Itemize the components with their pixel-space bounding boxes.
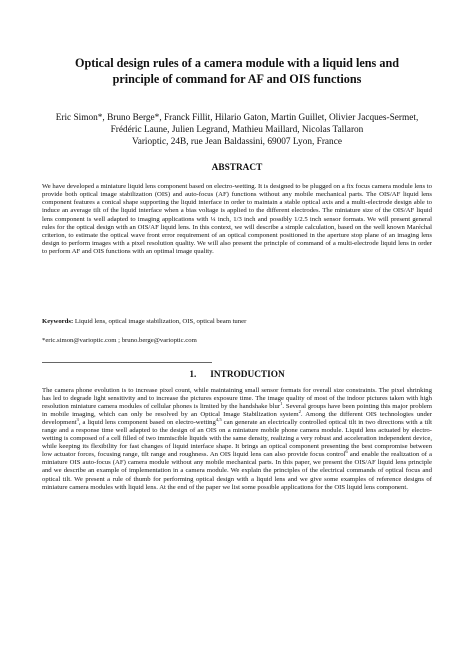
footnote-divider: [42, 362, 212, 363]
keywords-label: Keywords:: [42, 318, 74, 325]
affiliation: Varioptic, 24B, rue Jean Baldassini, 69007 Lyon, France: [132, 137, 342, 147]
author-email: *eric.simon@varioptic.com ; bruno.berge@varioptic.com: [42, 337, 197, 344]
intro-text-6: and enable the realization of a miniature OIS auto-focus (AF) camera module without any mobile mechanical parts. In this paper, we present the OIS/AF liquid lens principle and we describe an example of implementation in a camera module. We explain the principles of the electrical commands of optical focus and optical tilt. We present a rule of thumb for performing optical design with a liquid lens and we give some examples of reference designs of miniature camera modules with liquid lens. At the end of the paper we list some possible applications for the OIS liquid lens component.: [42, 451, 432, 491]
abstract-text: We have developed a miniature liquid lens component based on electro-wetting. It is designed to be plugged on a fix focus camera module lens to provide both optical image stabilization (OIS) and auto-focus (AF) functions without any mobile mechanical parts. The OIS/AF liquid lens component features a conical shape supporting the liquid interface in order to maintain a stable optical axis and a multi-electrode design able to induce an average tilt of the liquid interface when a bias voltage is applied to the different electrodes. The miniature size of the OIS/AF liquid lens component is well adapted to imaging applications with ¼ inch, 1/3 inch and possibly 1/2.5 inch sensor formats. We will present general rules for the optical design with an OIS/AF liquid lens. In this context, we will describe a simple calculation, based on the well known Maréchal criterion, to estimate the optical wave front error requirement of an optical component positioned in the aperture stop plane of an imaging lens design to perform images with a pixel resolution quality. We will also present the principle of command of a multi-electrode liquid lens in order to perform AF and OIS functions with an optimal image quality.: [42, 183, 433, 256]
keywords: [42, 318, 432, 326]
citation-4: 4,5: [215, 416, 222, 422]
intro-text-5: can generate an electrically controlled optical tilt in two directions with a tilt range and a response time well adapted to the design of an OIS on a miniature mobile phone camera module. Liquid lens actuated by electro-wetting is composed of a cell filled of two immiscible liquids with the same density, realizing a very robust and acceleration independent device, while keeping its flexibility for fast changes of liquid interface shape. It brings an optical component presenting the best compromise between low actuator forces, focusing range, tilt range and roughness. An OIS liquid lens can also provide focus control: [42, 419, 433, 459]
title-line-1: Optical design rules of a camera module with a liquid lens and: [74, 56, 399, 70]
section-heading: [0, 370, 474, 380]
introduction-body: [42, 387, 432, 492]
authors-line-1: Eric Simon*, Bruno Berge*, Franck Fillit, Hilario Gaton, Martin Guillet, Olivier Jacques-Sermet,: [55, 113, 419, 123]
citation-5: 6: [345, 449, 348, 455]
intro-text-1: The camera phone evolution is to increase pixel count, while maintaining small sensor formats for overall size constraints. The pixel shrinking has led to degrade light sensitivity and to increase the pictures exposure time. The image quality of most of the indoor pictures taken with high resolution miniature camera modules of cellular phones is limited by the handshake blur: [42, 387, 432, 411]
citation-2: 2: [298, 408, 301, 414]
title-line-2: principle of command for AF and OIS functions: [112, 72, 362, 86]
author-block: [30, 112, 444, 148]
intro-text-3: . Among the different OIS technologies under development: [42, 411, 432, 427]
citation-3: 3: [76, 416, 79, 422]
abstract-heading: ABSTRACT: [211, 163, 263, 173]
section-number: 1.: [189, 370, 197, 380]
keywords-text: Liquid lens, optical image stabilization, OIS, optical beam tuner: [73, 318, 247, 325]
abstract-body: [42, 183, 432, 256]
section-title: INTRODUCTION: [210, 370, 285, 380]
authors-line-2: Frédéric Laune, Julien Legrand, Mathieu Maillard, Nicolas Tallaron: [110, 125, 364, 135]
introduction-paragraph: [42, 387, 432, 492]
intro-text-4: , a liquid lens component based on electro-wetting: [78, 419, 216, 427]
paper-title: [40, 55, 434, 87]
citation-1: 1: [280, 400, 283, 406]
intro-text-2: . Several groups have been pointing this major problem in mobile imaging, which can only be resolved by an Optical Image Stabilization system: [42, 403, 432, 419]
